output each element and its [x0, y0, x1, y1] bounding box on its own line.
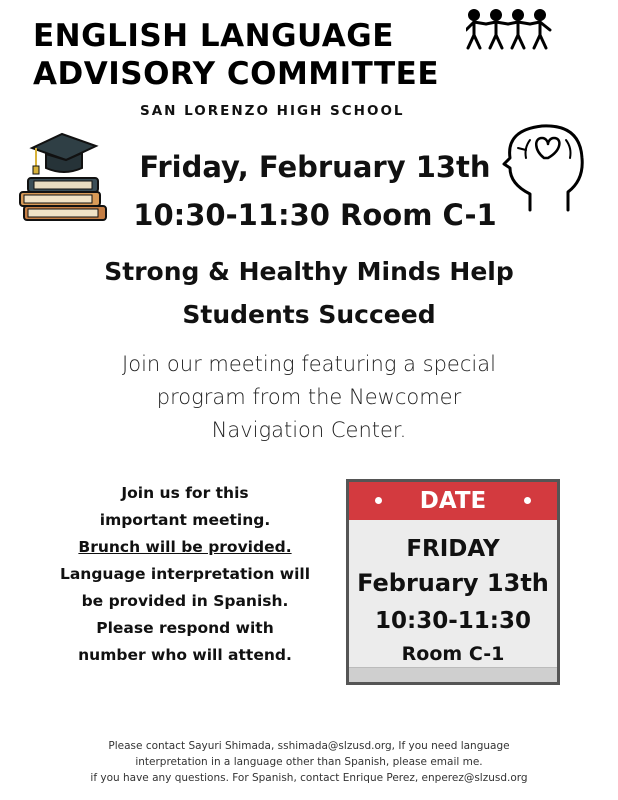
meeting-note	[30, 480, 340, 669]
contact-footer	[0, 738, 618, 786]
calendar-body	[349, 534, 557, 668]
calendar-date: February 13th	[357, 569, 549, 597]
footer-line-3: if you have any questions. For Spanish, contact Enrique Perez, enperez@slzusd.org	[90, 772, 528, 784]
brunch-note: Brunch will be provided.	[78, 538, 292, 556]
note-line-5: be provided in Spanish.	[81, 592, 289, 610]
title-line-1: ENGLISH LANGUAGE	[33, 18, 394, 54]
calendar-time: 10:30-11:30	[375, 608, 531, 634]
note-line-6: Please respond with	[96, 619, 274, 637]
intro-line-1: Join our meeting featuring a special	[122, 352, 496, 376]
calendar-header	[349, 482, 557, 520]
intro-line-2: program from the Newcomer	[156, 385, 462, 409]
title-line-2: ADVISORY COMMITTEE	[33, 56, 440, 92]
date-calendar-card	[346, 479, 560, 685]
calendar-bottom-strip	[349, 667, 557, 682]
note-line-7: number who will attend.	[78, 646, 292, 664]
footer-line-2: interpretation in a language other than Spanish, please email me.	[135, 756, 483, 768]
note-line-4: Language interpretation will	[59, 565, 311, 583]
note-line-1: Join us for this	[121, 484, 249, 502]
calendar-day: FRIDAY	[406, 536, 500, 562]
people-chain-icon	[466, 8, 554, 54]
headline-line-1: Strong & Healthy Minds Help	[104, 257, 514, 286]
calendar-ring-dot-right	[524, 497, 531, 504]
school-name: SAN LORENZO HIGH SCHOOL	[140, 103, 405, 119]
intro-text	[0, 348, 618, 447]
headline-line-2: Students Succeed	[182, 300, 436, 329]
footer-line-1: Please contact Sayuri Shimada, sshimada@slzusd.org, If you need language	[108, 740, 510, 752]
event-date: Friday, February 13th	[139, 150, 491, 184]
calendar-ring-dot-left	[375, 497, 382, 504]
calendar-header-label: DATE	[419, 488, 487, 514]
calendar-room: Room C-1	[401, 643, 505, 665]
note-line-2: important meeting.	[99, 511, 271, 529]
books-graduation-cap-icon	[18, 126, 114, 224]
intro-line-3: Navigation Center.	[211, 418, 407, 442]
event-time-room: 10:30-11:30 Room C-1	[133, 198, 497, 232]
